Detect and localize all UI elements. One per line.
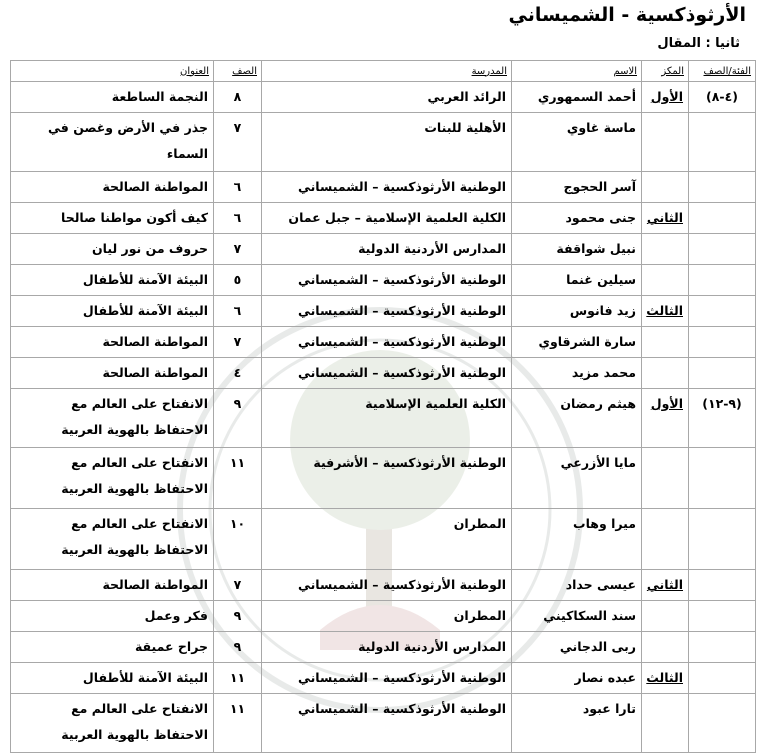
cell-category (689, 632, 756, 663)
cell-grade: ٩ (214, 632, 262, 663)
cell-name: ميرا وهاب (512, 509, 642, 570)
table-row (11, 327, 756, 358)
cell-name: زيد فانوس (512, 296, 642, 327)
cell-category (689, 694, 756, 753)
cell-title: المواطنة الصالحة (11, 358, 214, 389)
header-category: الفئة/الصف (689, 61, 756, 82)
cell-grade: ٧ (214, 234, 262, 265)
cell-school: المطران (262, 601, 512, 632)
cell-category (689, 203, 756, 234)
cell-category (689, 663, 756, 694)
cell-center (642, 448, 689, 509)
cell-grade: ٥ (214, 265, 262, 296)
table-row (11, 448, 756, 509)
cell-school: الوطنية الأرثوذكسية – الشميساني (262, 358, 512, 389)
table-row (11, 82, 756, 113)
cell-center: الثاني (642, 570, 689, 601)
cell-name: ربى الدجاني (512, 632, 642, 663)
cell-name: آسر الحجوج (512, 172, 642, 203)
cell-category: (٤-٨) (689, 82, 756, 113)
cell-center (642, 172, 689, 203)
cell-name: مايا الأزرعي (512, 448, 642, 509)
cell-grade: ٧ (214, 570, 262, 601)
cell-name: أحمد السمهوري (512, 82, 642, 113)
cell-name: نبيل شواقفة (512, 234, 642, 265)
table-row (11, 389, 756, 448)
cell-category (689, 509, 756, 570)
header-title: العنوان (11, 61, 214, 82)
results-table (10, 60, 756, 753)
cell-name: عيسى حداد (512, 570, 642, 601)
cell-grade: ٩ (214, 389, 262, 448)
cell-school: الوطنية الأرثوذكسية – الشميساني (262, 296, 512, 327)
cell-school: المدارس الأردنية الدولية (262, 234, 512, 265)
cell-title: الانفتاح على العالم مع الاحتفاظ بالهوية العربية (11, 694, 214, 753)
table-row (11, 509, 756, 570)
cell-center (642, 632, 689, 663)
table-row (11, 234, 756, 265)
cell-title: البيئة الآمنة للأطفال (11, 663, 214, 694)
cell-school: الوطنية الأرثوذكسية – الشميساني (262, 663, 512, 694)
cell-grade: ١٠ (214, 509, 262, 570)
table-row (11, 172, 756, 203)
table-row (11, 296, 756, 327)
cell-category (689, 172, 756, 203)
cell-grade: ٦ (214, 172, 262, 203)
cell-name: هيثم رمضان (512, 389, 642, 448)
cell-title: المواطنة الصالحة (11, 172, 214, 203)
cell-name: تارا عبود (512, 694, 642, 753)
cell-category (689, 265, 756, 296)
table-row (11, 663, 756, 694)
cell-category: (٩-١٢) (689, 389, 756, 448)
cell-title: حروف من نور ليان (11, 234, 214, 265)
table-row (11, 203, 756, 234)
cell-title: الانفتاح على العالم مع الاحتفاظ بالهوية العربية (11, 448, 214, 509)
cell-center: الثالث (642, 296, 689, 327)
cell-title: البيئة الآمنة للأطفال (11, 265, 214, 296)
cell-title: البيئة الآمنة للأطفال (11, 296, 214, 327)
cell-center (642, 509, 689, 570)
cell-grade: ١١ (214, 694, 262, 753)
cell-school: الوطنية الأرثوذكسية – الشميساني (262, 327, 512, 358)
cell-center (642, 113, 689, 172)
cell-title: الانفتاح على العالم مع الاحتفاظ بالهوية العربية (11, 389, 214, 448)
cell-category (689, 113, 756, 172)
cell-center (642, 694, 689, 753)
cell-school: الوطنية الأرثوذكسية – الشميساني (262, 172, 512, 203)
table-body (11, 82, 756, 753)
cell-grade: ١١ (214, 663, 262, 694)
cell-category (689, 234, 756, 265)
cell-title: فكر وعمل (11, 601, 214, 632)
cell-grade: ٨ (214, 82, 262, 113)
cell-category (689, 358, 756, 389)
table-row (11, 265, 756, 296)
cell-name: ماسة غاوي (512, 113, 642, 172)
cell-title: الانفتاح على العالم مع الاحتفاظ بالهوية العربية (11, 509, 214, 570)
cell-title: كيف أكون مواطنا صالحا (11, 203, 214, 234)
cell-title: جذر في الأرض وغصن في السماء (11, 113, 214, 172)
cell-grade: ٦ (214, 203, 262, 234)
cell-name: سيلين غنما (512, 265, 642, 296)
cell-category (689, 448, 756, 509)
cell-center (642, 327, 689, 358)
table-row (11, 694, 756, 753)
cell-school: الوطنية الأرثوذكسية – الشميساني (262, 694, 512, 753)
cell-school: الكلية العلمية الإسلامية (262, 389, 512, 448)
cell-school: الوطنية الأرثوذكسية – الأشرفية (262, 448, 512, 509)
table-header-row (11, 61, 756, 82)
cell-name: عبده نصار (512, 663, 642, 694)
cell-name: سارة الشرقاوي (512, 327, 642, 358)
cell-school: الأهلية للبنات (262, 113, 512, 172)
cell-school: المطران (262, 509, 512, 570)
cell-title: المواطنة الصالحة (11, 327, 214, 358)
cell-school: المدارس الأردنية الدولية (262, 632, 512, 663)
cell-title: النجمة الساطعة (11, 82, 214, 113)
table-row (11, 570, 756, 601)
table-row (11, 358, 756, 389)
cell-center: الثاني (642, 203, 689, 234)
cell-grade: ٧ (214, 113, 262, 172)
header-school: المدرسة (262, 61, 512, 82)
cell-title: المواطنة الصالحة (11, 570, 214, 601)
cell-category (689, 296, 756, 327)
cell-center (642, 601, 689, 632)
table-row (11, 113, 756, 172)
header-center: المكز (642, 61, 689, 82)
cell-center: الأول (642, 389, 689, 448)
cell-grade: ٦ (214, 296, 262, 327)
cell-category (689, 327, 756, 358)
cell-grade: ٧ (214, 327, 262, 358)
page-title: الأرثوذكسية - الشميساني (508, 4, 746, 26)
cell-center (642, 265, 689, 296)
cell-title: جراح عميقة (11, 632, 214, 663)
cell-grade: ١١ (214, 448, 262, 509)
cell-school: الوطنية الأرثوذكسية – الشميساني (262, 265, 512, 296)
section-subtitle: ثانيا : المقال (657, 36, 740, 51)
header-name: الاسم (512, 61, 642, 82)
cell-school: الرائد العربي (262, 82, 512, 113)
cell-name: جنى محمود (512, 203, 642, 234)
cell-school: الكلية العلمية الإسلامية – جبل عمان (262, 203, 512, 234)
cell-category (689, 601, 756, 632)
cell-center: الأول (642, 82, 689, 113)
cell-center (642, 358, 689, 389)
cell-center (642, 234, 689, 265)
cell-grade: ٩ (214, 601, 262, 632)
cell-grade: ٤ (214, 358, 262, 389)
cell-school: الوطنية الأرثوذكسية – الشميساني (262, 570, 512, 601)
cell-category (689, 570, 756, 601)
header-grade: الصف (214, 61, 262, 82)
table-row (11, 632, 756, 663)
cell-name: محمد مزيد (512, 358, 642, 389)
cell-name: سند السكاكيني (512, 601, 642, 632)
cell-center: الثالث (642, 663, 689, 694)
table-row (11, 601, 756, 632)
